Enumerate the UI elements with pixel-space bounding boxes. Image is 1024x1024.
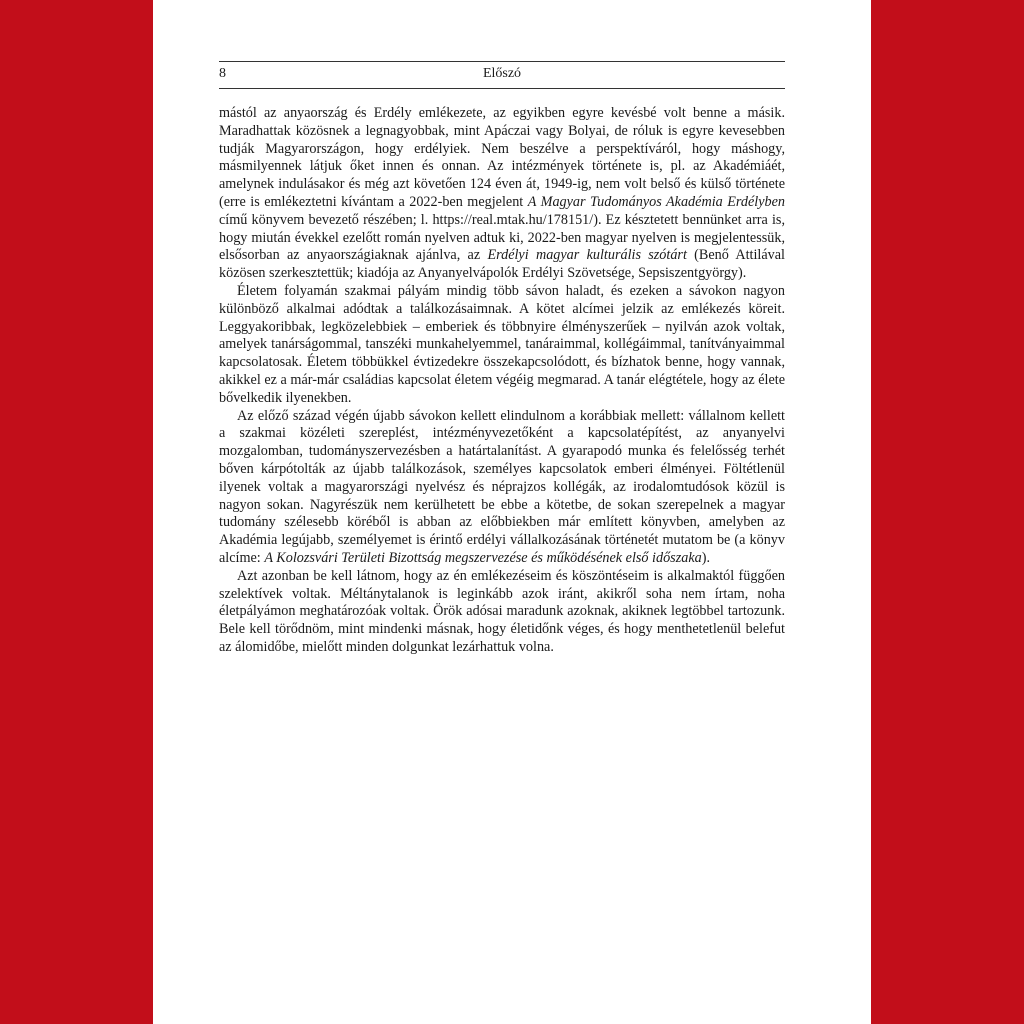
text-run: Az előző század végén újabb sávokon kellett elindulnom a korábbiak mellett: vállalnom kellett a szakmai közéleti szereplést, intézményvezetőként a kapcsolatépítést, az anyanyelvi mozgalomban, tudományszervezésben a határtalanítást. A gyarapodó munka és felelősség terhét bőven kárpótolták az újabb találkozások, személyes kapcsolatok emberi élményei. Föltétlenül ilyenek voltak a magyarországi nyelvész és néprajzos kollégák, az irodalomtudósok közül is nagyon sokan. Nagyrészük nem kerülhetett be ebbe a kötetbe, de sokan szerepelnek a magyar tudomány szélesebb köréből is abban az előbbiekben már említett könyvben, amelyben az Akadémia legújabb, személyemet is érintő erdélyi vállalkozásának történetét mutatom be (a könyv alcíme:	[219, 407, 785, 566]
italic-title: A Magyar Tudományos Akadémia Erdélyben	[527, 193, 785, 210]
page-number: 8	[219, 66, 226, 81]
paragraph-1	[219, 105, 785, 283]
paragraph-2	[219, 283, 785, 408]
text-run: Azt azonban be kell látnom, hogy az én emlékezéseim és köszöntéseim is alkalmaktól függően szelektívek voltak. Méltánytalanok is leginkább azok iránt, akikről soha nem írtam, noha életpályámon meghatározóak voltak. Örök adósai maradunk azoknak, akiknek legtöbbel tartozunk. Bele kell törődnöm, mint mindenki másnak, hogy életidőnk véges, és hogy menthetetlenül belefut az álomidőbe, mielőtt minden dolgunkat lezárhattuk volna.	[219, 567, 785, 655]
paragraph-3	[219, 408, 785, 568]
text-run: című könyvem bevezető részében; l. https://real.mtak.hu/178151/). Ez késztetett bennünket arra is, hogy miután évekkel ezelőtt román nyelven adtuk ki, 2022-ben magyar nyelven is megjelentessük, elsősorban az anyaországiaknak ajánlva, az	[219, 211, 785, 264]
text-run: Életem folyamán szakmai pályám mindig több sávon haladt, és ezeken a sávokon nagyon különböző alkalmai adódtak a találkozásaimnak. A kötet alcímei jelzik az emlékezés köreit. Leggyakoribbak, legközelebbiek – emberiek és többnyire élményszerűek – nyilván azok voltak, amelyek tanárságommal, tanszéki munkahelyemmel, tanáraimmal, kollégáimmal, tanítványaimmal kapcsolatosak. Életem többükkel évtizedekre összekapcsolódott, és bízhatok benne, hogy vannak, akikkel ez a már-már családias kapcsolat életem végéig megmarad. A tanár elégtétele, hogy az élete bővelkedik ilyenekben.	[219, 282, 785, 406]
italic-title: Erdélyi magyar kulturális szótárt	[487, 247, 687, 264]
text-run: ).	[701, 549, 710, 566]
book-page	[153, 0, 871, 1024]
paragraph-4	[219, 568, 785, 657]
text-run: (Benő Attilával közösen szerkesztettük; kiadója az Anyanyelvápolók Erdélyi Szövetsége, Sepsiszentgyörgy).	[219, 247, 785, 282]
running-title: Előszó	[482, 66, 522, 81]
body-text	[219, 105, 785, 657]
italic-title: A Kolozsvári Területi Bizottság megszervezése és működésének első időszaka	[264, 549, 702, 566]
text-run: mástól az anyaország és Erdély emlékezete, az egyikben egyre kevésbé volt benne a másik. Maradhattak közösnek a legnagyobbak, mint Apáczai vagy Bolyai, de róluk is egyre kevesebben tudják Magyarországon, hogy erdélyiek. Nem beszélve a perspektíváról, hogy máshogy, másmilyennek látjuk őket innen és onnan. Az intézmények története is, pl. az Akadémiáét, amelynek indulásakor és még azt követően 124 éven át, 1949-ig, nem volt belső és külső története (erre is emlékeztetni kívántam a 2022-ben megjelent	[219, 105, 785, 210]
running-header	[219, 61, 785, 89]
